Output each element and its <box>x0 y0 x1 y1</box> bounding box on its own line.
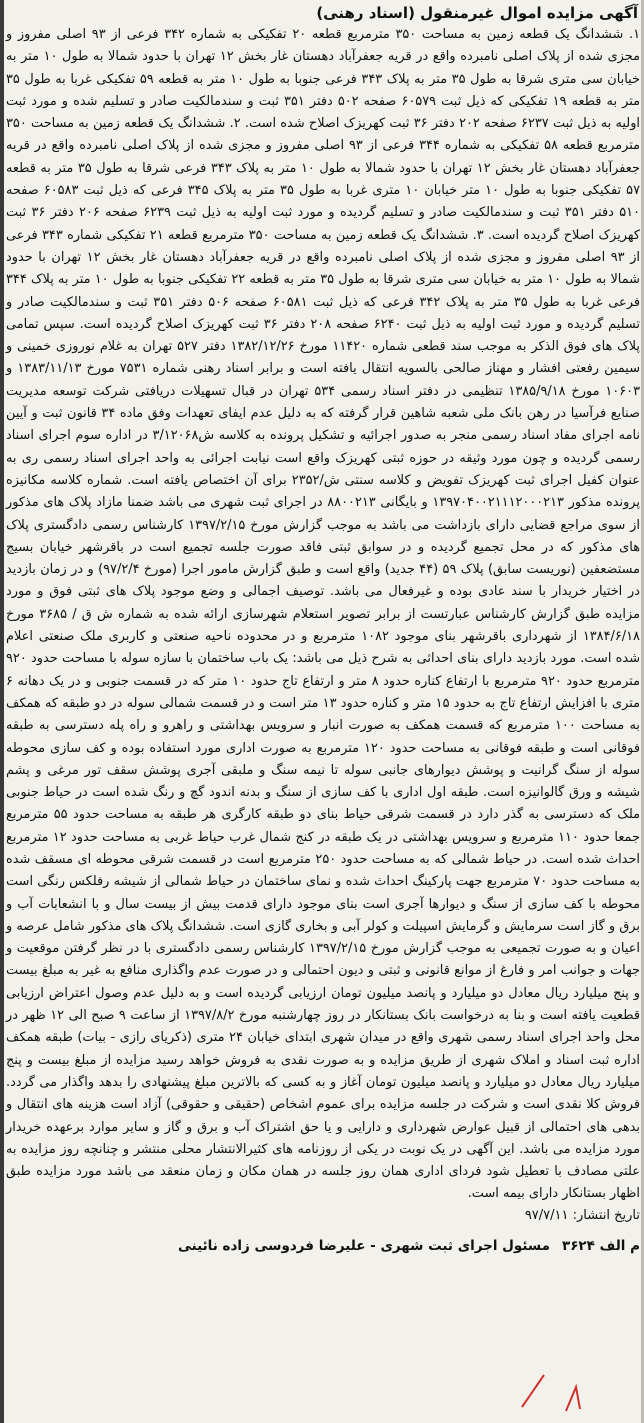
footer-code: م الف ۳۶۲۴ <box>561 1237 640 1254</box>
publication-date: تاریخ انتشار: ۹۷/۷/۱۱ <box>524 1207 640 1223</box>
red-pen-mark <box>514 1369 604 1413</box>
auction-notice <box>6 2 640 1257</box>
notice-title: آگهی مزایده اموال غیرمنقول (اسناد رهنی) <box>316 4 638 22</box>
notice-footer <box>6 1235 640 1257</box>
footer-signature: مسئول اجرای ثبت شهری - علیرضا فردوسی زاده نائینی <box>177 1237 550 1254</box>
page-left-border <box>0 0 4 1423</box>
notice-body: ۱. ششدانگ یک قطعه زمین به مساحت ۳۵۰ مترمربع قطعه ۲۰ تفکیکی به شماره ۳۴۲ فرعی از ۹۳ اصلی مفروز و مجزی شده از پلاک اصلی نامبرده واقع در قریه جعفرآباد دهستان غار بخش ۱۲ تهران با حدود شمالا به طول ۱۰ متر به خیابان سی متری شرقا به طول ۳۵ متر به پلاک ۳۴۳ فرعی جنوبا به طول ۱۰ متر به قطعه ۵۹ تفکیکی غربا به طول ۳۵ متر به قطعه ۱۹ تفکیکی که ذیل ثبت ۶۰۵۷۹ صفحه ۵۰۲ دفتر ۳۵۱ ثبت و سندمالکیت صادر و تسلیم شده و مورد ثبت اولیه به ذیل ثبت ۶۲۳۷ صفحه ۲۰۲ دفتر ۳۶ ثبت کهریزک اصلاح شده است. ۲. ششدانگ یک قطعه زمین به مساحت ۳۵۰ مترمربع قطعه ۵۸ تفکیکی به شماره ۳۴۴ فرعی از ۹۳ اصلی مفروز و مجزی شده از پلاک اصلی نامبرده واقع در قریه جعفرآباد دهستان غار بخش ۱۲ تهران با حدود شمالا به طول ۱۰ متر به پلاک ۳۴۳ فرعی شرقا به طول ۳۵ متر به قطعه ۵۷ تفکیکی جنوبا به طول ۱۰ متر خیابان ۱۰ متری غربا به طول ۳۵ متر به پلاک ۳۴۵ فرعی که ذیل ثبت ۶۰۵۸۳ صفحه ۵۱۰ دفتر ۳۵۱ ثبت و سندمالکیت صادر و تسلیم گردیده و مورد ثبت اولیه به ذیل ثبت ۶۲۳۹ صفحه ۲۰۶ دفتر ۳۶ ثبت کهریزک اصلاح گردیده است. ۳. ششدانگ یک قطعه زمین به مساحت ۳۵۰ مترمربع قطعه ۲۱ تفکیکی شماره ۳۴۳ فرعی از ۹۳ اصلی مفروز و مجزی شده از پلاک اصلی نامبرده واقع در قریه جعفرآباد دهستان غار بخش ۱۲ تهران با حدود شمالا به طول ۱۰ متر به خیابان سی متری شرقا به طول ۳۵ متر به قطعه ۲۲ تفکیکی جنوبا به طول ۱۰ متر به پلاک ۳۴۴ فرعی غربا به طول ۳۵ متر به پلاک ۳۴۲ فرعی که ذیل ثبت ۶۰۵۸۱ صفحه ۵۰۶ دفتر ۳۵۱ ثبت و سندمالکیت صادر و تسلیم گردیده و مورد ثبت اولیه به ذیل ثبت ۶۲۴۰ صفحه ۲۰۸ دفتر ۳۶ ثبت کهریزک اصلاح گردیده است. سپس تمامی پلاک های فوق الذکر به موجب سند قطعی شماره ۱۱۴۲۰ مورخ ۱۳۸۲/۱۲/۲۶ دفتر ۵۲۷ تهران به غلام نوروزی خمینی و سیمین رفعتی افشار و مهناز صالحی بالسویه انتقال یافته است و برابر اسناد رهنی شماره ۷۵۳۱ مورخ ۱۳۸۳/۱۱/۱۳ و ۱۰۶۰۳ مورخ ۱۳۸۵/۹/۱۸ تنظیمی در دفتر اسناد رسمی ۵۳۴ تهران در قبال تسهیلات دریافتی شرکت توسعه مدیریت صنایع فرآسیا در رهن بانک ملی شعبه شاهین قرار گرفته که به دلیل عدم ایفای تعهدات وفق ماده ۳۴ قانون ثبت و آیین نامه اجرای مفاد اسناد رسمی منجر به صدور اجرائیه و تشکیل پرونده به کلاسه ش۳/۱۲۰۶۸ در اداره سوم اجرای اسناد رسمی گردیده و چون مورد وثیقه در حوزه ثبتی کهریزک واقع است نیابت اجرائی به واحد اجرای اسناد رسمی ری به عنوان کفیل اجرای ثبت کهریزک تفویض و کلاسه سنتی ش/۲۳۵۲ برای آن اختصاص یافته است. شماره کلاسه مکانیزه پرونده مذکور ۱۳۹۷۰۴۰۰۲۱۱۱۲۰۰۰۲۱۳ و بایگانی ۸۸۰۰۲۱۳ در اجرای ثبت شهری می باشد ضمنا مازاد پلاک های مذکور از سوی مراجع قضایی دارای بازداشت می باشد به موجب گزارش مورخ ۱۳۹۷/۲/۱۵ کارشناس رسمی دادگستری پلاک های مذکور که در محل تجمیع گردیده و در سوابق ثبتی فاقد صورت جلسه تجمیع است در باقرشهر خیابان بسیج مستضعفین (نوریست سابق) پلاک ۵۹ (۴۴ جدید) واقع است و طبق گزارش مامور اجرا (مورخ ۹۷/۲/۴) و در زمان بازدید در اختیار خریدار با سند عادی بوده و غیرفعال می باشد. توصیف اجمالی و وضع موجود پلاک های ثبتی فوق و مورد مزایده طبق گزارش کارشناس عبارتست از برابر تصویر استعلام شهرسازی ارائه شده به شماره ش ق / ۳۶۸۵ مورخ ۱۳۸۴/۶/۱۸ از شهرداری باقرشهر بنای موجود ۱۰۸۲ مترمربع و در محدوده ناحیه صنعتی و کاربری ملک صنعتی اعلام شده است. مورد بازدید دارای بنای احداثی به شرح ذیل می باشد: یک باب ساختمان با سازه سوله با مساحت حدود ۹۲۰ مترمربع حدود ۹۲۰ مترمربع با ارتفاع کناره حدود ۸ متر و ارتفاع تاج حدود ۱۰ متر که در قسمت جنوبی و در یک دهانه ۶ متری با افزایش ارتفاع تاج به حدود ۱۵ متر و کناره حدود ۱۳ متر است و در قسمت شمالی سوله در دو طبقه که همکف به مساحت ۱۰۰ مترمربع که قسمت همکف به صورت انبار و سرویس بهداشتی و راهرو و راه پله دسترسی به طبقه فوقانی است و طبقه فوقانی به مساحت حدود ۱۲۰ مترمربع به صورت اداری مورد استفاده بوده و کف سازی محوطه سوله از سنگ گرانیت و پوشش دیوارهای جانبی سوله تا نیمه سنگ و ملبقی آجری پوشش سقف تور مرغی و پشم شیشه و ورق گالوانیزه است. طبقه اول اداری با کف سازی از سنگ و بدنه اندود گچ و رنگ شده است در حیاط جنوبی ملک که دسترسی به گذر دارد در قسمت شرقی حیاط بنای دو طبقه کارگری هر طبقه به مساحت حدود ۵۵ مترمربع جمعا حدود ۱۱۰ مترمربع و سرویس بهداشتی در یک طبقه در کنج شمال غرب حیاط غربی به مساحت حدود ۱۲ مترمربع احداث شده است. در حیاط شمالی که به مساحت حدود ۲۵۰ مترمربع است در قسمت شرقی محوطه ای مسقف شده به مساحت حدود ۷۰ مترمربع جهت پارکینگ احداث شده و نمای ساختمان در حیاط شمالی از شیشه رفلکس رنگی است محوطه با کف سازی از سنگ و دیوارها آجری است بنای موجود دارای قدمت بیش از بیست سال و با انشعابات آب و برق و گاز است سرمایش و گرمایش اسپیلت و کولر آبی و بخاری گازی است. ششدانگ پلاک های مذکور شامل عرصه و اعیان و به صورت تجمیعی به موجب گزارش مورخ ۱۳۹۷/۲/۱۵ کارشناس رسمی دادگستری با در نظر گرفتن موقعیت و جهات و جوانب امر و فارغ از موانع قانونی و ثبتی و دیون احتمالی و در صورت عدم واگذاری منافع به غیر به مبلغ بیست و پنج میلیارد ریال معادل دو میلیارد و پانصد میلیون تومان ارزیابی گردیده است و به دلیل عدم وصول اعتراض ارزیابی قطعیت یافته است و بنا به درخواست بانک بستانکار در روز چهارشنبه مورخ ۱۳۹۷/۸/۲ از ساعت ۹ صبح الی ۱۲ ظهر در محل واحد اجرای اسناد رسمی شهری واقع در میدان شهری ابتدای خیابان ۲۴ متری (ذکریای رازی - بیات) طبقه همکف اداره ثبت اسناد و املاک شهری از طریق مزایده و به صورت نقدی به فروش خواهد رسید مزایده از مبلغ بیست و پنج میلیارد ریال معادل دو میلیارد و پانصد میلیون تومان آغاز و به کسی که بالاترین مبلغ پیشنهادی را بدهد واگذار می گردد. فروش کلا نقدی است و شرکت در جلسه مزایده برای عموم اشخاص (حقیقی و حقوقی) آزاد است هزینه های انتقال و بدهی های احتمالی از قبیل عوارض شهرداری و دارایی و یا حق اشتراک آب و برق و گاز و سایر موارد برعهده خریدار مورد مزایده می باشد. این آگهی در یک نوبت در یکی از روزنامه های کثیرالانتشار محلی منتشر و چنانچه روز مزایده به علتی مصادف با تعطیل شود فردای اداری همان روز جلسه در همان مکان و زمان منعقد می باشد مورد مزایده طبق اظهار بستانکار دارای بیمه است. <box>6 27 641 1202</box>
